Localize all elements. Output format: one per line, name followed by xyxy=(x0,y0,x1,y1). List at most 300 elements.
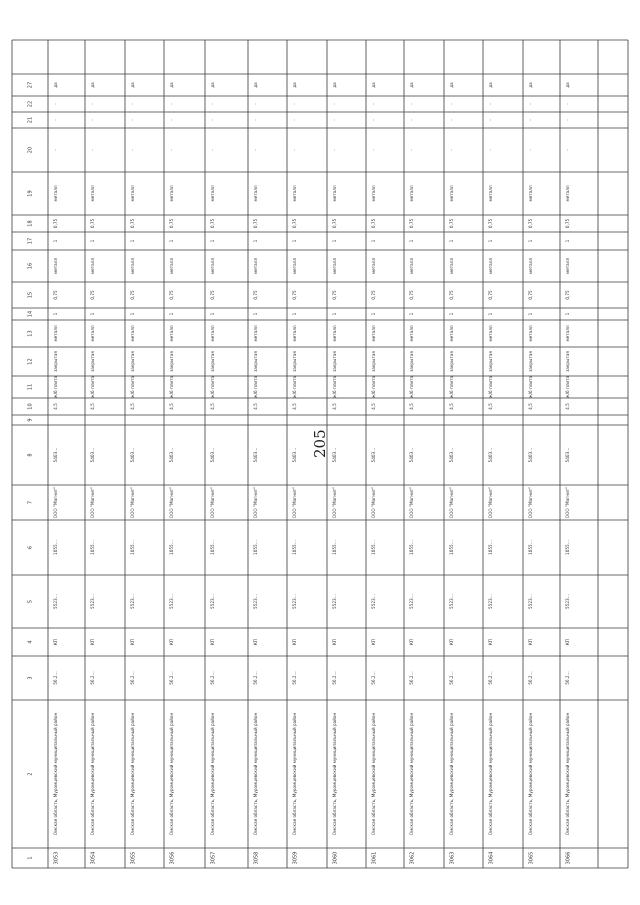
cell-3054-c11: ж/б плита xyxy=(90,375,95,399)
cell-3066-c14: 1 xyxy=(565,312,570,316)
cell-3060-c22: - xyxy=(332,103,337,105)
cell-3057-c13: металл xyxy=(210,325,215,342)
cell-3056-c3: 56.2… xyxy=(169,671,174,685)
cell-3061-c11: ж/б плита xyxy=(371,375,376,399)
cell-3056-c8: 5403… xyxy=(169,447,174,463)
cell-3061-c13: металл xyxy=(371,325,376,342)
cell-3055-c14: 1 xyxy=(130,312,135,316)
cell-3059-c4: КП xyxy=(292,638,297,646)
cell-3058-c17: 1 xyxy=(253,239,258,243)
cell-3062-num: 3062 xyxy=(409,851,416,865)
cell-3059-c15: 0,75 xyxy=(292,290,297,300)
cell-3054-c18: 0,75 xyxy=(90,218,95,229)
cell-3063-c18: 0,75 xyxy=(449,218,454,229)
cell-3055-c22: - xyxy=(130,103,135,105)
cell-3057-c20: - xyxy=(210,149,215,151)
cell-3060-c18: 0,75 xyxy=(332,218,337,229)
cell-3063-num: 3063 xyxy=(449,851,456,865)
cell-3056-c10: 4,5 xyxy=(169,403,174,410)
cell-3057-c17: 1 xyxy=(210,239,215,243)
cell-3058-c7: ООО "Магнит" xyxy=(253,486,258,519)
cell-3062-c8: 5403… xyxy=(409,447,414,463)
header-col-7: 7 xyxy=(27,500,34,505)
cell-3059-c22: - xyxy=(292,103,297,105)
cell-3056-c6: 1055… xyxy=(169,540,174,555)
cell-3054-c16: металл xyxy=(90,257,95,275)
cell-3058-c12: закрытая xyxy=(253,351,258,372)
cell-3056-c22: - xyxy=(169,103,174,105)
cell-3059-c14: 1 xyxy=(292,312,297,316)
cell-3057-c8: 5403… xyxy=(210,447,215,463)
cell-3061-c15: 0,75 xyxy=(371,290,376,300)
cell-3065-c2: Омская область, Муромцевский муниципальный район xyxy=(528,712,533,836)
cell-3058-c5: 5523… xyxy=(253,594,258,609)
cell-3060-c19: металл xyxy=(332,185,337,202)
cell-3061-c14: 1 xyxy=(371,312,376,316)
cell-3057-c19: металл xyxy=(210,185,215,202)
cell-3062-c16: металл xyxy=(409,257,414,275)
cell-3057-c6: 1055… xyxy=(210,540,215,555)
cell-3064-c18: 0,75 xyxy=(488,218,493,229)
cell-3061-c16: металл xyxy=(371,257,376,275)
cell-3060-c16: металл xyxy=(332,257,337,275)
cell-3053-c27: да xyxy=(53,82,58,88)
cell-3054-c10: 4,5 xyxy=(90,403,95,410)
cell-3055-c6: 1055… xyxy=(130,540,135,555)
cell-3064-c3: 56.2… xyxy=(488,671,493,685)
cell-3062-c11: ж/б плита xyxy=(409,375,414,399)
cell-3054-c4: КП xyxy=(90,638,95,646)
cell-3064-c8: 5403… xyxy=(488,447,493,463)
cell-3061-c19: металл xyxy=(371,185,376,202)
cell-3059-c13: металл xyxy=(292,325,297,342)
cell-3055-c11: ж/б плита xyxy=(130,375,135,399)
cell-3061-c8: 5403… xyxy=(371,447,376,463)
cell-3057-c5: 5523… xyxy=(210,594,215,609)
cell-3062-c12: закрытая xyxy=(409,351,414,372)
cell-3062-c5: 5523… xyxy=(409,594,414,609)
cell-3053-c7: ООО "Магнит" xyxy=(53,486,58,519)
header-col-10: 10 xyxy=(27,403,34,410)
cell-3059-c20: - xyxy=(292,149,297,151)
cell-3056-c2: Омская область, Муромцевский муниципальный район xyxy=(169,712,174,836)
cell-3066-c7: ООО "Магнит" xyxy=(565,486,570,519)
cell-3054-c8: 5403… xyxy=(90,447,95,463)
cell-3053-c21: - xyxy=(53,119,58,121)
cell-3059-c7: ООО "Магнит" xyxy=(292,486,297,519)
cell-3053-c2: Омская область, Муромцевский муниципальный район xyxy=(53,712,58,836)
cell-3053-c10: 4,5 xyxy=(53,403,58,410)
cell-3056-c12: закрытая xyxy=(169,351,174,372)
cell-3055-c2: Омская область, Муромцевский муниципальный район xyxy=(130,712,135,836)
cell-3060-c12: закрытая xyxy=(332,351,337,372)
cell-3060-c13: металл xyxy=(332,325,337,342)
header-col-19: 19 xyxy=(27,190,34,197)
cell-3064-c14: 1 xyxy=(488,312,493,316)
cell-3064-c12: закрытая xyxy=(488,351,493,372)
cell-3054-c27: да xyxy=(90,82,95,88)
cell-3062-c3: 56.2… xyxy=(409,671,414,685)
cell-3064-c19: металл xyxy=(488,185,493,202)
cell-3053-c19: металл xyxy=(53,185,58,202)
cell-3063-c5: 5523… xyxy=(449,594,454,609)
cell-3060-c2: Омская область, Муромцевский муниципальный район xyxy=(332,712,337,836)
cell-3064-c27: да xyxy=(488,82,493,88)
cell-3063-c20: - xyxy=(449,149,454,151)
cell-3063-c4: КП xyxy=(449,638,454,646)
cell-3064-c5: 5523… xyxy=(488,594,493,609)
cell-3054-c20: - xyxy=(90,149,95,151)
cell-3053-c22: - xyxy=(53,103,58,105)
cell-3057-c7: ООО "Магнит" xyxy=(210,486,215,519)
cell-3061-c5: 5523… xyxy=(371,594,376,609)
cell-3063-c8: 5403… xyxy=(449,447,454,463)
cell-3054-c15: 0,75 xyxy=(90,290,95,300)
cell-3066-c18: 0,75 xyxy=(565,218,570,229)
cell-3063-c10: 4,5 xyxy=(449,403,454,410)
cell-3056-num: 3056 xyxy=(169,851,176,865)
cell-3060-c17: 1 xyxy=(332,239,337,243)
cell-3055-c15: 0,75 xyxy=(130,290,135,300)
cell-3057-c10: 4,5 xyxy=(210,403,215,410)
cell-3053-c5: 5523… xyxy=(53,594,58,609)
cell-3054-c2: Омская область, Муромцевский муниципальный район xyxy=(90,712,95,836)
cell-3063-c15: 0,75 xyxy=(449,290,454,300)
cell-3058-c20: - xyxy=(253,149,258,151)
cell-3066-c19: металл xyxy=(565,185,570,202)
cell-3061-c21: - xyxy=(371,119,376,121)
cell-3066-num: 3066 xyxy=(565,851,572,865)
cell-3064-c20: - xyxy=(488,149,493,151)
cell-3054-c6: 1055… xyxy=(90,540,95,555)
cell-3057-c2: Омская область, Муромцевский муниципальный район xyxy=(210,712,215,836)
cell-3066-c2: Омская область, Муромцевский муниципальный район xyxy=(565,712,570,836)
cell-3064-c6: 1055… xyxy=(488,540,493,555)
cell-3066-c17: 1 xyxy=(565,239,570,243)
cell-3054-c7: ООО "Магнит" xyxy=(90,486,95,519)
cell-3065-c5: 5523… xyxy=(528,594,533,609)
cell-3058-c8: 5403… xyxy=(253,447,258,463)
cell-3056-c20: - xyxy=(169,149,174,151)
cell-3062-c10: 4,5 xyxy=(409,403,414,410)
cell-3053-c12: закрытая xyxy=(53,351,58,372)
cell-3063-c3: 56.2… xyxy=(449,671,454,685)
cell-3058-c11: ж/б плита xyxy=(253,375,258,399)
cell-3065-c11: ж/б плита xyxy=(528,375,533,399)
cell-3066-c3: 56.2… xyxy=(565,671,570,685)
cell-3065-c8: 5403… xyxy=(528,447,533,463)
header-col-15: 15 xyxy=(27,291,34,299)
cell-3063-c11: ж/б плита xyxy=(449,375,454,399)
cell-3053-c18: 0,75 xyxy=(53,218,58,229)
page-number: 205 xyxy=(311,429,329,458)
cell-3063-c13: металл xyxy=(449,325,454,342)
cell-3060-num: 3060 xyxy=(332,851,339,865)
cell-3061-num: 3061 xyxy=(371,851,378,865)
cell-3056-c21: - xyxy=(169,119,174,121)
cell-3063-c22: - xyxy=(449,103,454,105)
cell-3055-c12: закрытая xyxy=(130,351,135,372)
cell-3066-c11: ж/б плита xyxy=(565,375,570,399)
cell-3062-c4: КП xyxy=(409,638,414,646)
cell-3054-c14: 1 xyxy=(90,312,95,316)
cell-3057-c27: да xyxy=(210,82,215,88)
cell-3062-c6: 1055… xyxy=(409,540,414,555)
cell-3053-c15: 0,75 xyxy=(53,290,58,300)
cell-3059-c8: 5403… xyxy=(292,447,297,463)
cell-3065-c16: металл xyxy=(528,257,533,275)
cell-3059-c11: ж/б плита xyxy=(292,375,297,399)
cell-3055-c19: металл xyxy=(130,185,135,202)
cell-3055-c20: - xyxy=(130,149,135,151)
cell-3065-c7: ООО "Магнит" xyxy=(528,486,533,519)
cell-3060-c14: 1 xyxy=(332,312,337,316)
cell-3053-c6: 1055… xyxy=(53,540,58,555)
cell-3061-c12: закрытая xyxy=(371,351,376,372)
cell-3058-c4: КП xyxy=(253,638,258,646)
cell-3056-c18: 0,75 xyxy=(169,218,174,229)
cell-3066-c6: 1055… xyxy=(565,540,570,555)
cell-3058-c15: 0,75 xyxy=(253,290,258,300)
cell-3063-c16: металл xyxy=(449,257,454,275)
cell-3055-c5: 5523… xyxy=(130,594,135,609)
cell-3057-c18: 0,75 xyxy=(210,218,215,229)
cell-3066-c4: КП xyxy=(565,638,570,646)
cell-3065-c21: - xyxy=(528,119,533,121)
cell-3066-c12: закрытая xyxy=(565,351,570,372)
cell-3054-c19: металл xyxy=(90,185,95,202)
cell-3060-c27: да xyxy=(332,82,337,88)
cell-3064-c17: 1 xyxy=(488,239,493,243)
cell-3058-c16: металл xyxy=(253,257,258,275)
cell-3060-c10: 4,5 xyxy=(332,403,337,410)
header-col-3: 3 xyxy=(27,676,34,680)
cell-3059-c6: 1055… xyxy=(292,540,297,555)
cell-3055-c18: 0,75 xyxy=(130,218,135,229)
cell-3059-c5: 5523… xyxy=(292,594,297,609)
cell-3056-c11: ж/б плита xyxy=(169,375,174,399)
cell-3056-c17: 1 xyxy=(169,239,174,243)
cell-3058-c27: да xyxy=(253,82,258,88)
cell-3063-c27: да xyxy=(449,82,454,88)
cell-3060-c3: 56.2… xyxy=(332,671,337,685)
cell-3061-c2: Омская область, Муромцевский муниципальный район xyxy=(371,712,376,836)
cell-3057-c16: металл xyxy=(210,257,215,275)
cell-3065-c12: закрытая xyxy=(528,351,533,372)
cell-3064-c22: - xyxy=(488,103,493,105)
cell-3062-c14: 1 xyxy=(409,312,414,316)
cell-3066-c8: 5403… xyxy=(565,447,570,463)
cell-3066-c27: да xyxy=(565,82,570,88)
cell-3053-c17: 1 xyxy=(53,239,58,243)
cell-3056-c5: 5523… xyxy=(169,594,174,609)
cell-3062-c21: - xyxy=(409,119,414,121)
cell-3064-c11: ж/б плита xyxy=(488,375,493,399)
cell-3062-c22: - xyxy=(409,103,414,105)
cell-3064-c7: ООО "Магнит" xyxy=(488,486,493,519)
cell-3059-c19: металл xyxy=(292,185,297,202)
cell-3063-c12: закрытая xyxy=(449,351,454,372)
cell-3056-c7: ООО "Магнит" xyxy=(169,486,174,519)
cell-3059-num: 3059 xyxy=(292,851,299,865)
cell-3054-c12: закрытая xyxy=(90,351,95,372)
cell-3065-c14: 1 xyxy=(528,312,533,316)
header-col-13: 13 xyxy=(27,330,34,337)
cell-3063-c6: 1055… xyxy=(449,540,454,555)
cell-3061-c22: - xyxy=(371,103,376,105)
cell-3058-c19: металл xyxy=(253,185,258,202)
cell-3060-c4: КП xyxy=(332,638,337,646)
cell-3062-c27: да xyxy=(409,82,414,88)
cell-3057-c22: - xyxy=(210,103,215,105)
header-col-21: 21 xyxy=(27,116,34,124)
cell-3055-c3: 56.2… xyxy=(130,671,135,685)
cell-3058-c10: 4,5 xyxy=(253,403,258,410)
header-col-22: 22 xyxy=(27,100,34,108)
cell-3059-c17: 1 xyxy=(292,239,297,243)
cell-3057-c3: 56.2… xyxy=(210,671,215,685)
cell-3060-c11: ж/б плита xyxy=(332,375,337,399)
cell-3064-c4: КП xyxy=(488,638,493,646)
cell-3065-c20: - xyxy=(528,149,533,151)
cell-3064-c16: металл xyxy=(488,257,493,275)
cell-3055-c16: металл xyxy=(130,257,135,275)
cell-3059-c18: 0,75 xyxy=(292,218,297,229)
cell-3062-c20: - xyxy=(409,149,414,151)
cell-3062-c2: Омская область, Муромцевский муниципальный район xyxy=(409,712,414,836)
cell-3054-c17: 1 xyxy=(90,239,95,243)
cell-3065-c22: - xyxy=(528,103,533,105)
cell-3061-c6: 1055… xyxy=(371,540,376,555)
header-col-4: 4 xyxy=(27,640,34,644)
cell-3055-num: 3055 xyxy=(130,851,137,865)
cell-3059-c3: 56.2… xyxy=(292,671,297,685)
cell-3060-c15: 0,75 xyxy=(332,290,337,300)
cell-3066-c15: 0,75 xyxy=(565,290,570,300)
cell-3066-c5: 5523… xyxy=(565,594,570,609)
cell-3053-c3: 56.2… xyxy=(53,671,58,685)
cell-3065-c13: металл xyxy=(528,325,533,342)
cell-3055-c27: да xyxy=(130,82,135,88)
header-col-18: 18 xyxy=(27,220,34,227)
cell-3065-c19: металл xyxy=(528,185,533,202)
cell-3056-c14: 1 xyxy=(169,312,174,316)
cell-3058-num: 3058 xyxy=(253,851,260,865)
cell-3053-c8: 5403… xyxy=(53,447,58,463)
cell-3057-c11: ж/б плита xyxy=(210,375,215,399)
header-col-2: 2 xyxy=(27,772,34,776)
header-col-16: 16 xyxy=(27,262,34,270)
cell-3054-c3: 56.2… xyxy=(90,671,95,685)
cell-3060-c20: - xyxy=(332,149,337,151)
cell-3055-c17: 1 xyxy=(130,239,135,243)
cell-3056-c16: металл xyxy=(169,257,174,275)
cell-3065-num: 3065 xyxy=(528,851,535,865)
cell-3065-c27: да xyxy=(528,82,533,88)
cell-3055-c8: 5403… xyxy=(130,447,135,463)
cell-3055-c10: 4,5 xyxy=(130,403,135,410)
cell-3061-c27: да xyxy=(371,82,376,88)
header-col-27: 27 xyxy=(27,81,34,89)
cell-3063-c14: 1 xyxy=(449,312,454,316)
cell-3059-c12: закрытая xyxy=(292,351,297,372)
cell-3059-c16: металл xyxy=(292,257,297,275)
cell-3053-c20: - xyxy=(53,149,58,151)
cell-3055-c21: - xyxy=(130,119,135,121)
cell-3058-c6: 1055… xyxy=(253,540,258,555)
cell-3060-c5: 5523… xyxy=(332,594,337,609)
cell-3060-c21: - xyxy=(332,119,337,121)
header-col-9: 9 xyxy=(27,418,34,422)
cell-3058-c13: металл xyxy=(253,325,258,342)
cell-3062-c15: 0,75 xyxy=(409,290,414,300)
cell-3061-c7: ООО "Магнит" xyxy=(371,486,376,519)
cell-3053-num: 3053 xyxy=(53,851,60,865)
cell-3060-c8: 5403… xyxy=(332,447,337,463)
cell-3066-c21: - xyxy=(565,119,570,121)
cell-3056-c15: 0,75 xyxy=(169,290,174,300)
header-col-6: 6 xyxy=(27,545,34,550)
cell-3060-c6: 1055… xyxy=(332,540,337,555)
cell-3057-c12: закрытая xyxy=(210,351,215,372)
cell-3055-c7: ООО "Магнит" xyxy=(130,486,135,519)
cell-3063-c19: металл xyxy=(449,185,454,202)
cell-3059-c21: - xyxy=(292,119,297,121)
cell-3064-c15: 0,75 xyxy=(488,290,493,300)
header-col-20: 20 xyxy=(27,146,34,154)
header-col-5: 5 xyxy=(27,599,34,604)
cell-3058-c2: Омская область, Муромцевский муниципальный район xyxy=(253,712,258,836)
cell-3055-c13: металл xyxy=(130,325,135,342)
cell-3063-c2: Омская область, Муромцевский муниципальный район xyxy=(449,712,454,836)
cell-3058-c21: - xyxy=(253,119,258,121)
cell-3062-c18: 0,75 xyxy=(409,218,414,229)
cell-3053-c11: ж/б плита xyxy=(53,375,58,399)
cell-3060-c7: ООО "Магнит" xyxy=(332,486,337,519)
cell-3057-c14: 1 xyxy=(210,312,215,316)
cell-3062-c19: металл xyxy=(409,185,414,202)
cell-3059-c2: Омская область, Муромцевский муниципальный район xyxy=(292,712,297,836)
cell-3053-c4: КП xyxy=(53,638,58,646)
cell-3059-c27: да xyxy=(292,82,297,88)
cell-3056-c27: да xyxy=(169,82,174,88)
cell-3065-c18: 0,75 xyxy=(528,218,533,229)
header-col-8: 8 xyxy=(27,453,34,457)
cell-3058-c3: 56.2… xyxy=(253,671,258,685)
cell-3054-c21: - xyxy=(90,119,95,121)
cell-3058-c18: 0,75 xyxy=(253,218,258,229)
header-col-11: 11 xyxy=(27,383,34,391)
cell-3061-c20: - xyxy=(371,149,376,151)
cell-3066-c13: металл xyxy=(565,325,570,342)
cell-3058-c14: 1 xyxy=(253,312,258,316)
cell-3065-c10: 4,5 xyxy=(528,403,533,410)
cell-3064-c2: Омская область, Муромцевский муниципальный район xyxy=(488,712,493,836)
cell-3064-c13: металл xyxy=(488,325,493,342)
cell-3053-c14: 1 xyxy=(53,312,58,316)
cell-3062-c13: металл xyxy=(409,325,414,342)
cell-3056-c13: металл xyxy=(169,325,174,342)
cell-3059-c10: 4,5 xyxy=(292,403,297,410)
cell-3061-c17: 1 xyxy=(371,239,376,243)
cell-3065-c17: 1 xyxy=(528,239,533,243)
cell-3053-c13: металл xyxy=(53,325,58,342)
cell-3054-c5: 5523… xyxy=(90,594,95,609)
cell-3066-c10: 4,5 xyxy=(565,403,570,410)
cell-3054-num: 3054 xyxy=(90,851,97,865)
cell-3061-c4: КП xyxy=(371,638,376,646)
cell-3056-c4: КП xyxy=(169,638,174,646)
